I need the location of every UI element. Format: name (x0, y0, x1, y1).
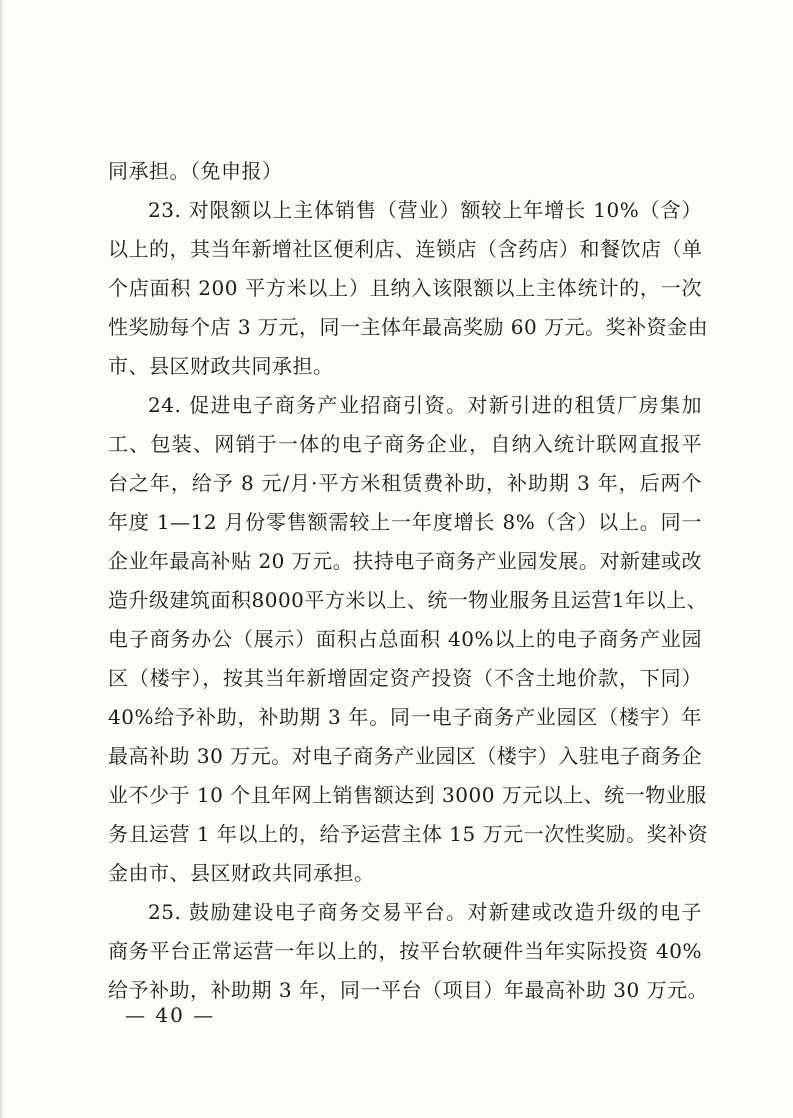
text-line: 年度 1—12 月份零售额需较上一年度增长 8%（含）以上。同一 (108, 510, 702, 534)
text-line: 同承担。（免申报） (108, 159, 283, 183)
text-line: 性奖励每个店 3 万元，同一主体年最高奖励 60 万元。奖补资金由 (108, 315, 709, 339)
scan-edge-shadow (0, 0, 4, 1118)
body-text (108, 152, 709, 1010)
text-line: 企业年最高补贴 20 万元。扶持电子商务产业园发展。对新建或改 (108, 549, 702, 573)
text-line: 以上的，其当年新增社区便利店、连锁店（含药店）和餐饮店（单 (108, 237, 703, 261)
text-line: 造升级建筑面积8000平方米以上、统一物业服务且运营1年以上、 (108, 588, 708, 612)
text-line: 务且运营 1 年以上的，给予运营主体 15 万元一次性奖励。奖补资 (108, 822, 709, 846)
text-line: 市、县区财政共同承担。 (108, 354, 334, 378)
text-line: 工、包装、网销于一体的电子商务企业，自纳入统计联网直报平 (108, 432, 702, 456)
paragraph-23-start: 23. 对限额以上主体销售（营业）额较上年增长 10%（含） (148, 198, 702, 222)
text-line: 商务平台正常运营一年以上的，按平台软硬件当年实际投资 40% (108, 939, 702, 963)
page-number: — 40 — (125, 1003, 216, 1027)
text-line: 电子商务办公（展示）面积占总面积 40%以上的电子商务产业园 (108, 627, 702, 651)
text-line: 个店面积 200 平方米以上）且纳入该限额以上主体统计的，一次 (108, 276, 702, 300)
text-line: 金由市、县区财政共同承担。 (108, 861, 375, 885)
text-line: 40%给予补助，补助期 3 年。同一电子商务产业园区（楼宇）年 (108, 705, 702, 729)
text-line: 给予补助，补助期 3 年，同一平台（项目）年最高补助 30 万元。 (108, 978, 709, 1002)
text-line: 业不少于 10 个且年网上销售额达到 3000 万元以上、统一物业服 (108, 783, 707, 807)
text-line: 台之年，给予 8 元/月·平方米租赁费补助，补助期 3 年，后两个 (108, 471, 702, 495)
paragraph-24-start: 24. 促进电子商务产业招商引资。对新引进的租赁厂房集加 (148, 393, 702, 417)
text-line: 区（楼宇），按其当年新增固定资产投资（不含土地价款，下同） (108, 666, 702, 690)
paragraph-25-start: 25. 鼓励建设电子商务交易平台。对新建或改造升级的电子 (148, 900, 702, 924)
text-line: 最高补助 30 万元。对电子商务产业园区（楼宇）入驻电子商务企 (108, 744, 702, 768)
